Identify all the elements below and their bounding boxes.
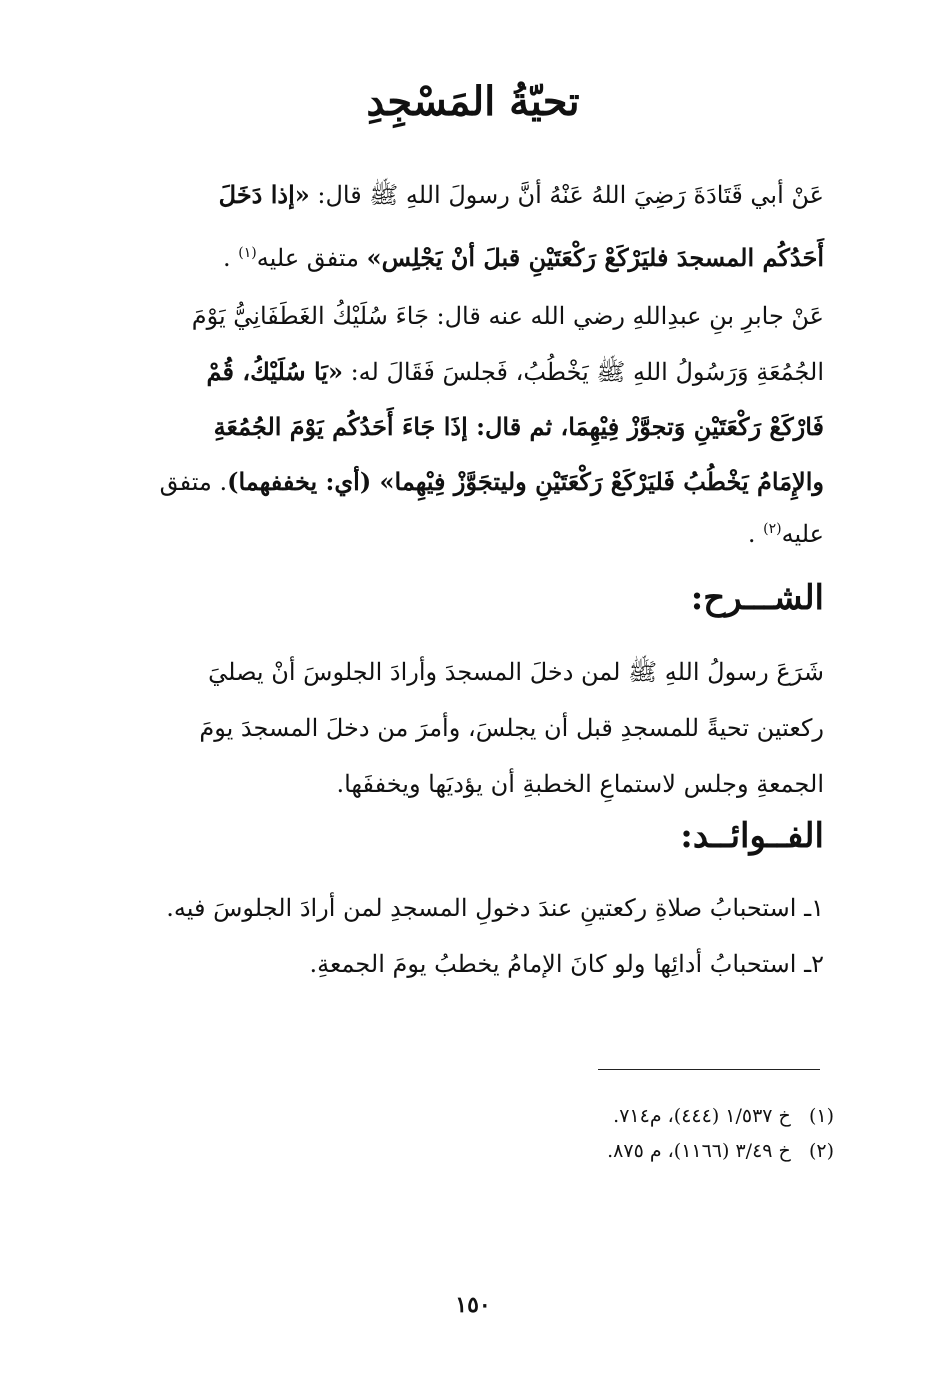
hadith-2-line-2-text: الجُمُعَةِ وَرَسُولُ اللهِ ﷺ يَخْطُبُ، فَجلسَ فَقَالَ له: <box>342 358 824 386</box>
hadith-2-end: . <box>747 520 764 548</box>
footnote-2-text: خ ٣/٤٩ (١١٦٦)، م ٨٧٥. <box>607 1140 791 1162</box>
sharh-paragraph <box>84 644 824 812</box>
hadith-2-source-cont: عليه <box>781 520 824 548</box>
sharh-heading: الشـــرح: <box>690 578 824 618</box>
fawaid-list <box>84 880 824 992</box>
hadith-1-quote-start: «إذا دَخَلَ <box>218 180 310 209</box>
hadith-1-intro: عَنْ أبي قَتَادَةَ رَضِيَ اللهُ عَنْهُ أنَّ رسولَ اللهِ ﷺ قال: <box>309 181 824 209</box>
fawaid-heading: الفــوائــد: <box>680 816 824 856</box>
hadith-2-quote-end: والإِمَامُ يَخْطُبُ فَليَرْكَعْ رَكْعَتَيْنِ وليتجَوَّزْ فِيْهِما» (أي: يخففهما) <box>227 467 824 496</box>
footnote-1 <box>613 1102 834 1130</box>
footnote-1-text: خ ١/٥٣٧ (٤٤٤)، م٧١٤. <box>613 1105 791 1127</box>
footnote-2-number: (٢) <box>808 1140 834 1162</box>
fawaid-item-2: ٢ـ استحبابُ أدائِها ولو كانَ الإمامُ يخطبُ يومَ الجمعةِ. <box>309 950 824 978</box>
hadith-2-line-2 <box>84 344 824 399</box>
footnote-ref-2[interactable]: (٢) <box>763 521 782 537</box>
hadith-2-line-1: عَنْ جابرِ بنِ عبدِاللهِ رضي الله عنه قال: جَاءَ سُلَيْكُ الغَطَفَانِيُّ يَوْمَ <box>191 302 824 330</box>
sharh-line-2: ركعتين تحيةً للمسجدِ قبل أن يجلسَ، وأمرَ من دخلَ المسجدَ يومَ <box>199 714 824 742</box>
hadith-1-line-2 <box>84 224 824 283</box>
footnote-2 <box>607 1137 834 1165</box>
fawaid-item-1: ١ـ استحبابُ صلاةِ ركعتينِ عندَ دخولِ المسجدِ لمن أرادَ الجلوسَ فيه. <box>166 894 824 922</box>
page-title: تحيّةُ المَسْجِدِ <box>366 78 580 125</box>
hadith-2-source: . متفق <box>159 468 228 496</box>
sharh-line-3: الجمعةِ وجلس لاستماعِ الخطبةِ أن يؤديَها ويخففَها. <box>336 770 824 798</box>
hadith-1-end: . <box>223 244 239 272</box>
footnote-separator <box>598 1069 820 1070</box>
hadith-1-line-1 <box>84 165 824 224</box>
hadith-1-quote: أَحَدُكُم المسجدَ فليَرْكَعْ رَكْعَتَيْنِ قبلَ أنْ يَجْلِس» <box>366 243 824 272</box>
hadith-2-quote-start: «يَا سُلَيْكُ، قُمْ <box>206 357 343 386</box>
footnote-1-number: (١) <box>808 1105 834 1127</box>
sharh-line-1: شَرَعَ رسولُ اللهِ ﷺ لمن دخلَ المسجدَ وأرادَ الجلوسَ أنْ يصليَ <box>208 658 824 686</box>
footnote-ref-1[interactable]: (١) <box>238 245 257 261</box>
hadith-2 <box>84 289 824 549</box>
hadith-2-line-4 <box>84 454 824 509</box>
page-number: ١٥٠ <box>455 1292 491 1318</box>
hadith-1 <box>84 165 824 283</box>
hadith-2-line-5 <box>84 509 824 549</box>
hadith-2-line-3: فَارْكَعْ رَكْعَتَيْنِ وَتجوَّزْ فِيْهِمَا، ثم قال: إذَا جَاءَ أَحَدُكُم يَوْمَ الجُمُعَةِ <box>213 412 824 441</box>
hadith-1-source: متفق عليه <box>256 244 367 272</box>
